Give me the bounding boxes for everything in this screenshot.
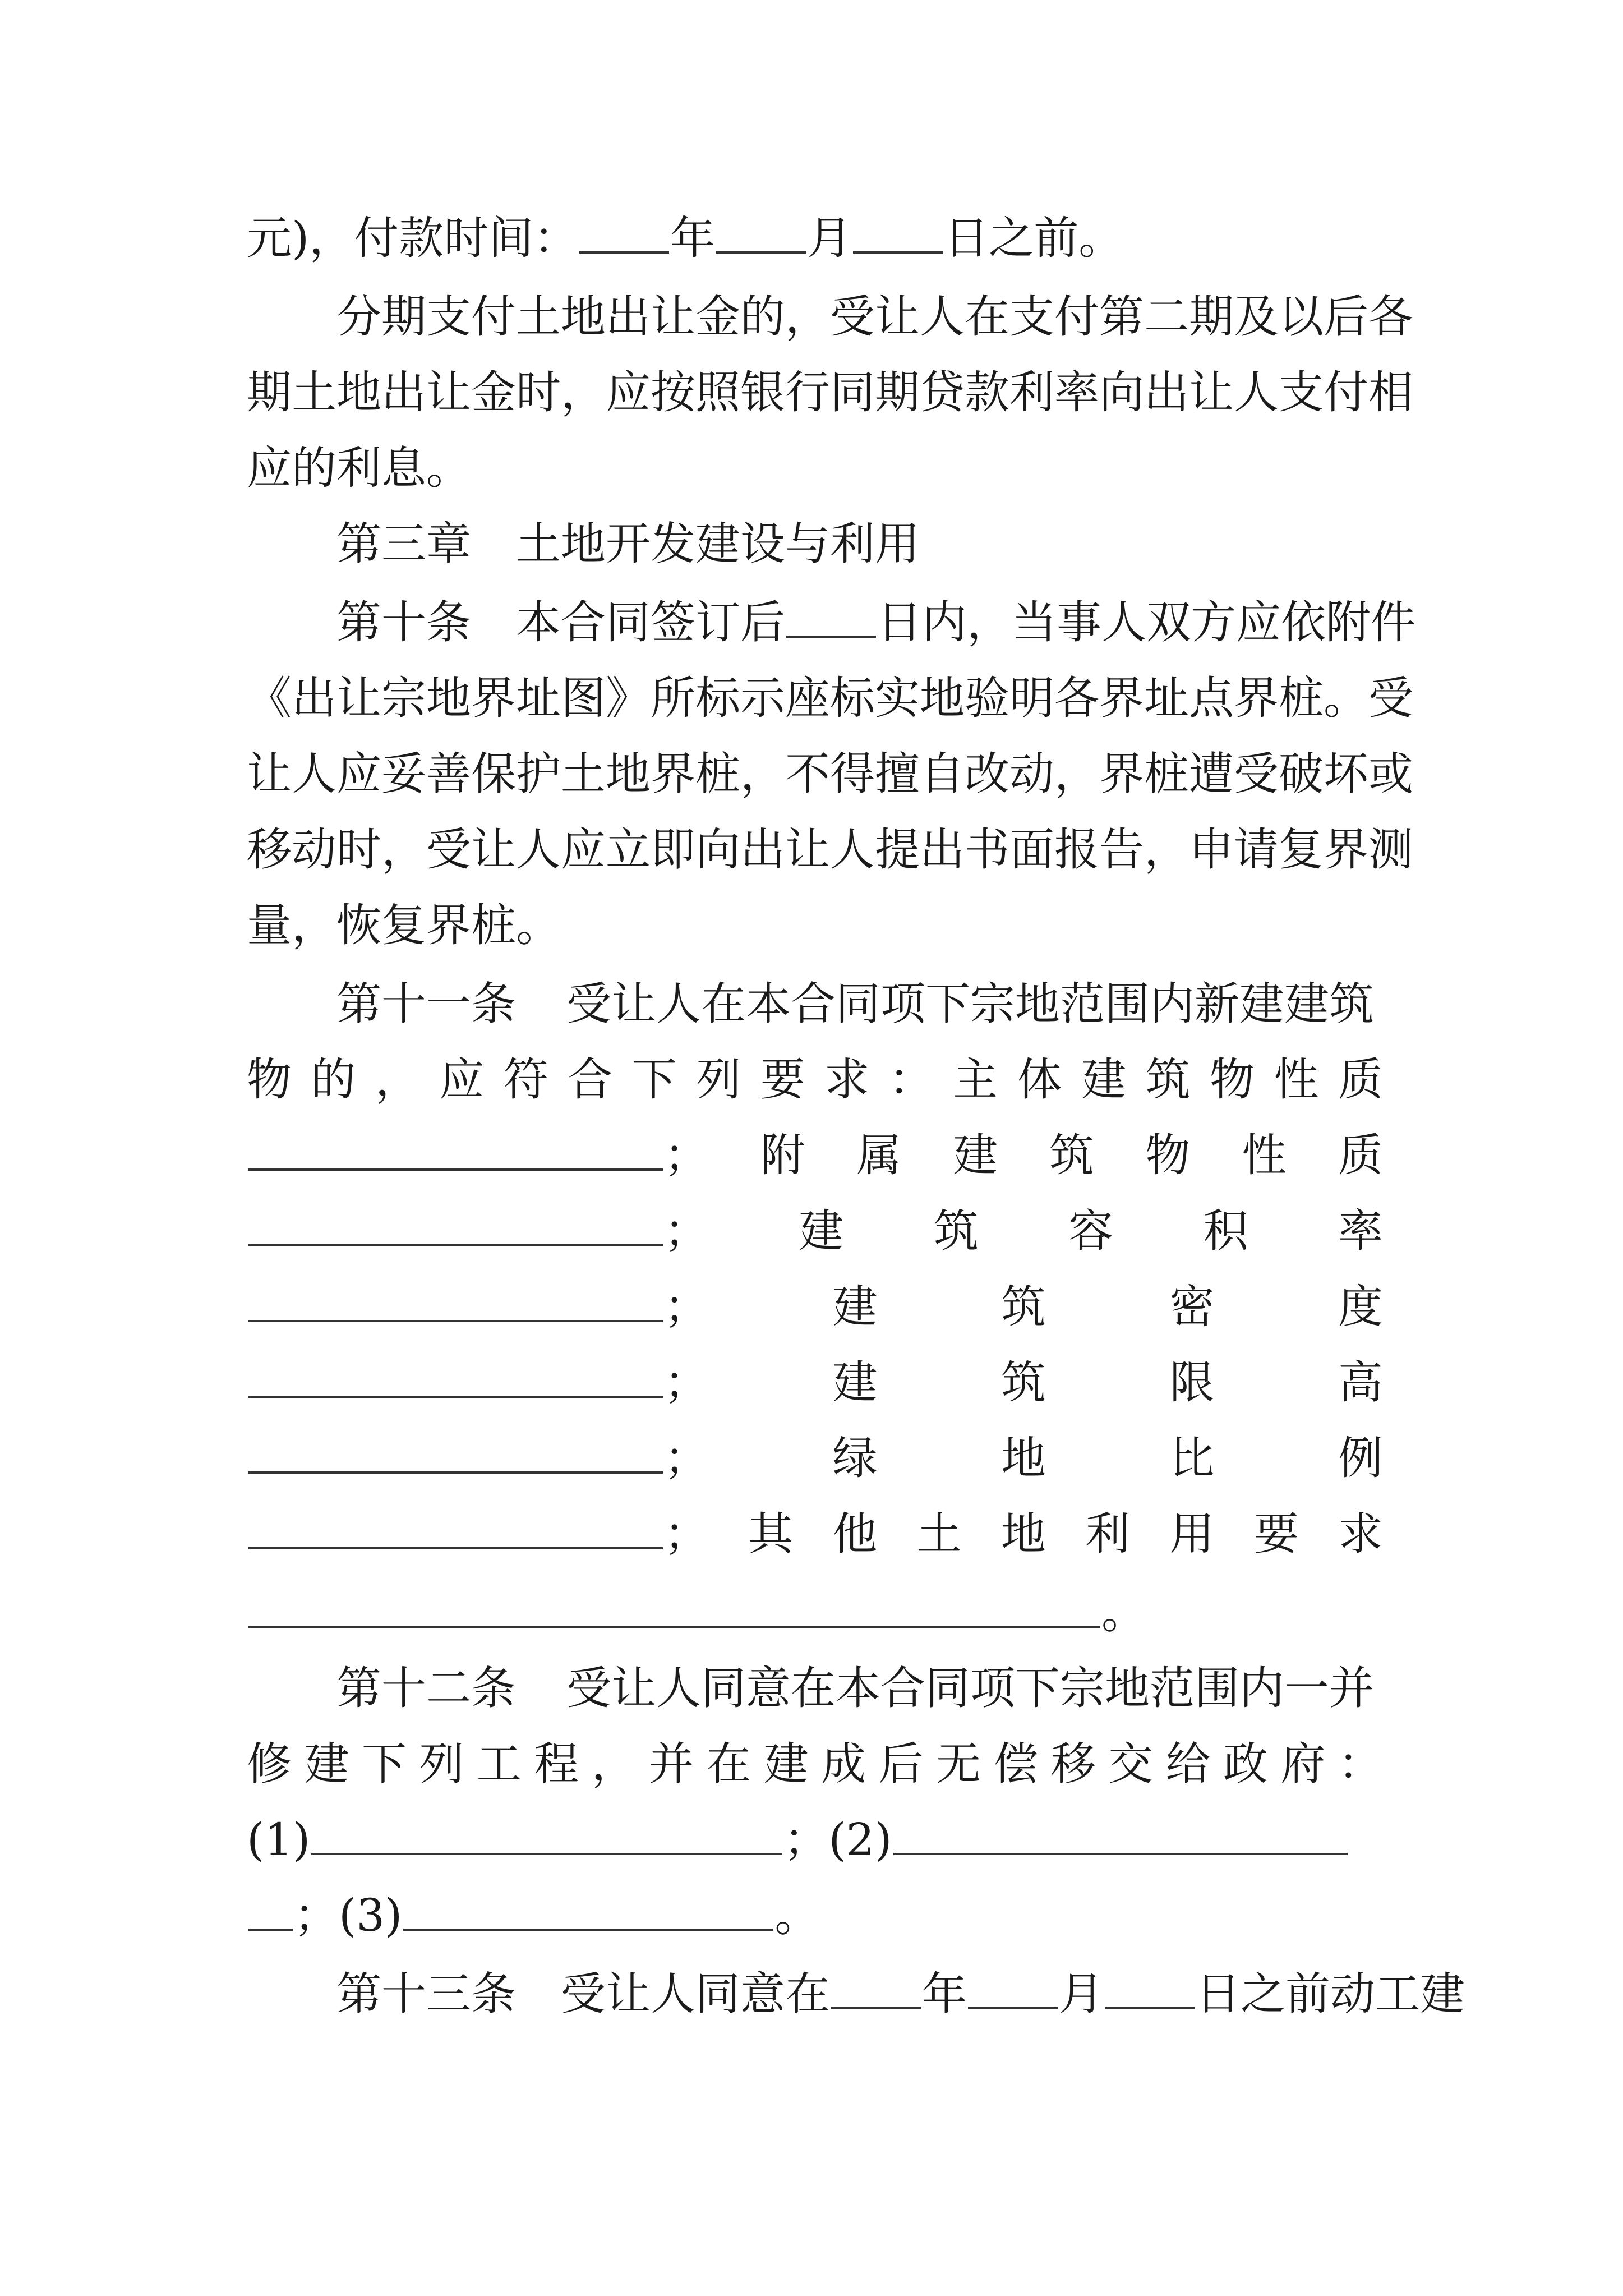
char: 下 — [361, 1738, 407, 1790]
blank-other-requirements — [248, 1592, 1100, 1628]
article-number: 第十二条 — [336, 1662, 516, 1714]
char: 土 — [916, 1508, 962, 1560]
text: 本合同签订后 — [516, 596, 785, 648]
article-number: 第十一条 — [336, 978, 516, 1030]
article-10-line-1 — [336, 596, 1415, 662]
article-11-line-1 — [336, 978, 1383, 1043]
char: 其 — [748, 1508, 794, 1560]
char: 主 — [953, 1053, 998, 1106]
char: 政 — [1223, 1738, 1268, 1790]
char: 应 — [439, 1053, 485, 1106]
article-12-line-3 — [247, 1814, 1383, 1879]
char: 。 — [774, 1889, 820, 1941]
article-10-line-4: 移动时，受让人应立即向出让人提出书面报告，申请复界测 — [247, 823, 1413, 876]
char: ； — [664, 1432, 709, 1484]
article-12-line-1 — [336, 1662, 1383, 1728]
text: 年 — [922, 1968, 967, 2020]
char: 要 — [760, 1053, 805, 1106]
article-11-line-8 — [247, 1508, 1383, 1573]
char: 给 — [1165, 1738, 1211, 1790]
char: 。 — [1101, 1586, 1146, 1639]
blank-main-building — [248, 1135, 663, 1171]
char: ； — [664, 1129, 709, 1181]
article-11-line-6 — [247, 1356, 1383, 1422]
char: ， — [591, 1738, 637, 1790]
article-13-line-1 — [336, 1968, 1465, 2033]
text: 月 — [807, 212, 852, 264]
char: 率 — [1338, 1205, 1383, 1257]
char: 后 — [878, 1738, 924, 1790]
char: 要 — [1253, 1508, 1299, 1560]
article-number: 第十条 — [336, 596, 471, 648]
article-12-line-4 — [247, 1889, 1383, 1955]
article-11-line-4 — [247, 1205, 1383, 1271]
text: 年 — [670, 212, 716, 264]
chapter-title: 土地开发建设与利用 — [516, 518, 920, 570]
char: 下 — [631, 1053, 677, 1106]
char: 物 — [247, 1053, 292, 1106]
article-12-line-2 — [247, 1738, 1383, 1803]
char: 修 — [247, 1738, 292, 1790]
char: 成 — [821, 1738, 866, 1790]
blank-year — [831, 1973, 921, 2009]
char: 地 — [1001, 1508, 1046, 1560]
blank-height-limit — [248, 1438, 663, 1474]
char: 筑 — [933, 1205, 979, 1257]
char: 质 — [1338, 1053, 1383, 1106]
blank-ancillary-building — [248, 1211, 663, 1246]
char: ， — [375, 1053, 420, 1106]
char: 建 — [1081, 1053, 1127, 1106]
text: 元)，付款时间： — [247, 212, 579, 264]
chapter-number: 第三章 — [336, 518, 471, 570]
char: 物 — [1145, 1129, 1191, 1181]
char: 积 — [1203, 1205, 1248, 1257]
line-payment-time — [247, 212, 1383, 278]
char: 建 — [832, 1281, 878, 1333]
char: ； — [664, 1356, 709, 1409]
char: 筑 — [1145, 1053, 1191, 1106]
char: 筑 — [1001, 1356, 1046, 1409]
char: 物 — [1210, 1053, 1255, 1106]
blank-month — [968, 1973, 1058, 2009]
blank-green-ratio — [248, 1513, 663, 1549]
char: 交 — [1108, 1738, 1154, 1790]
blank-year — [579, 218, 669, 254]
blank-day — [853, 218, 943, 254]
article-10-line-5: 量，恢复界桩。 — [247, 899, 561, 951]
blank-project-1 — [311, 1819, 782, 1855]
char: 筑 — [1049, 1129, 1094, 1181]
char: ； — [664, 1281, 709, 1333]
blank-building-density — [248, 1362, 663, 1398]
char: 的 — [311, 1053, 356, 1106]
blank-project-3 — [403, 1895, 773, 1931]
char: ： — [1338, 1738, 1383, 1790]
char: 建 — [304, 1738, 349, 1790]
char: 列 — [419, 1738, 464, 1790]
article-11-line-3 — [247, 1129, 1383, 1195]
char: 地 — [1001, 1432, 1046, 1484]
article-11-line-5 — [247, 1281, 1383, 1346]
paragraph-installment-line-3: 应的利息。 — [247, 442, 471, 494]
chapter-heading — [336, 518, 1383, 583]
text: 受让人同意在本合同项下宗地范围内一并 — [566, 1662, 1374, 1714]
text: 月 — [1059, 1968, 1104, 2020]
char: 列 — [696, 1053, 741, 1106]
char: 筑 — [1001, 1281, 1046, 1333]
item-number: ；(3) — [294, 1889, 403, 1941]
char: 工 — [476, 1738, 522, 1790]
char: 附 — [760, 1129, 805, 1181]
char: 无 — [935, 1738, 981, 1790]
text: 日之前。 — [944, 212, 1124, 264]
item-number: (1) — [247, 1814, 311, 1866]
char: 建 — [832, 1356, 878, 1409]
char: 建 — [953, 1129, 998, 1181]
char: 移 — [1050, 1738, 1096, 1790]
paragraph-installment-line-1: 分期支付土地出让金的，受让人在支付第二期及以后各 — [336, 291, 1413, 343]
char: 比 — [1169, 1432, 1215, 1484]
char: 容 — [1068, 1205, 1114, 1257]
char: 体 — [1017, 1053, 1062, 1106]
text: 日之前动工建 — [1196, 1968, 1465, 2020]
char: 绿 — [832, 1432, 878, 1484]
char: 密 — [1169, 1281, 1215, 1333]
char: ； — [664, 1508, 709, 1560]
text: 日内，当事人双方应依附件 — [877, 596, 1415, 648]
char: 偿 — [993, 1738, 1039, 1790]
article-11-line-7 — [247, 1432, 1383, 1498]
char: 程 — [534, 1738, 579, 1790]
char: 他 — [832, 1508, 878, 1560]
char: 高 — [1338, 1356, 1383, 1409]
blank-day — [1105, 1973, 1195, 2009]
blank-project-2 — [893, 1819, 1348, 1855]
char: 质 — [1338, 1129, 1383, 1181]
char: 例 — [1338, 1432, 1383, 1484]
char: ； — [664, 1205, 709, 1257]
blank-month — [716, 218, 806, 254]
article-10-line-3: 让人应妥善保护土地界桩，不得擅自改动，界桩遭受破坏或 — [247, 748, 1413, 800]
char: 府 — [1280, 1738, 1326, 1790]
char: 合 — [568, 1053, 613, 1106]
char: 用 — [1169, 1508, 1215, 1560]
item-number: ；(2) — [783, 1814, 892, 1866]
char: 限 — [1169, 1356, 1215, 1409]
article-11-line-2 — [247, 1053, 1383, 1119]
char: 利 — [1085, 1508, 1131, 1560]
char: 求 — [824, 1053, 870, 1106]
char: 符 — [503, 1053, 548, 1106]
blank-days — [786, 602, 876, 638]
article-10-line-2: 《出让宗地界址图》所标示座标实地验明各界址点界桩。受 — [247, 672, 1413, 724]
article-number: 第十三条 — [336, 1968, 516, 2020]
char: ： — [888, 1053, 934, 1106]
blank-plot-ratio — [248, 1286, 663, 1322]
char: 并 — [648, 1738, 694, 1790]
char: 属 — [856, 1129, 902, 1181]
text: 受让人在本合同项下宗地范围内新建建筑 — [566, 978, 1374, 1030]
char: 求 — [1338, 1508, 1383, 1560]
article-11-line-9 — [247, 1586, 1383, 1652]
char: 性 — [1274, 1053, 1319, 1106]
char: 性 — [1242, 1129, 1287, 1181]
char: 度 — [1338, 1281, 1383, 1333]
char: 在 — [706, 1738, 751, 1790]
paragraph-installment-line-2: 期土地出让金时，应按照银行同期贷款利率向出让人支付相 — [247, 366, 1413, 418]
blank-project-2-cont — [248, 1895, 293, 1931]
char: 建 — [763, 1738, 809, 1790]
text: 受让人同意在 — [561, 1968, 830, 2020]
char: 建 — [799, 1205, 844, 1257]
